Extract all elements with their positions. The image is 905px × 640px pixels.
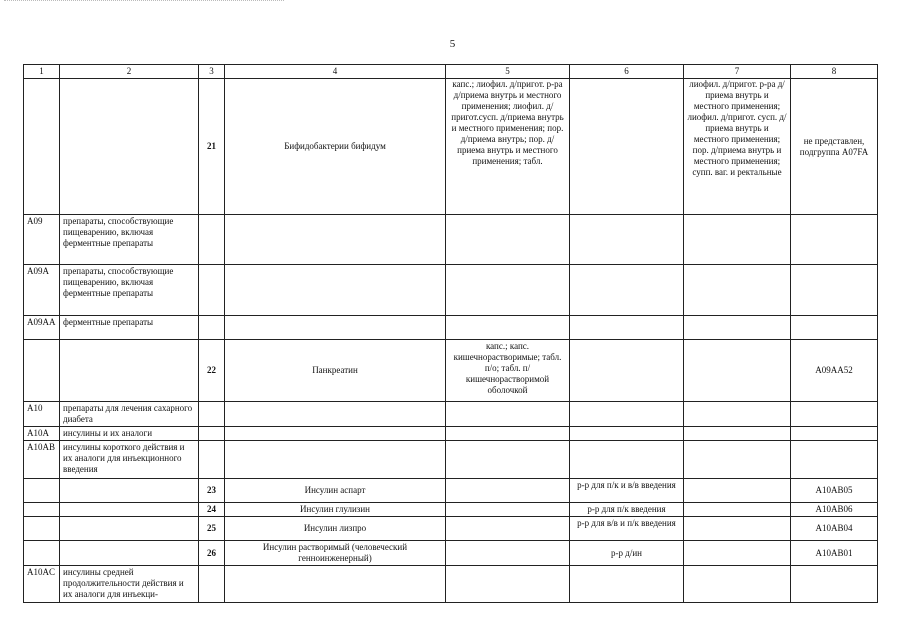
- atc-code-cell: [24, 340, 60, 402]
- atc-result-cell: [791, 441, 878, 479]
- item-number-cell: 26: [199, 541, 225, 566]
- table-row: [24, 517, 878, 541]
- col-header: 8: [791, 65, 878, 79]
- drug-name-cell: Панкреатин: [225, 340, 446, 402]
- atc-code-cell: A10AB: [24, 441, 60, 479]
- page-number: 5: [449, 38, 456, 50]
- drug-list-table: [23, 64, 878, 603]
- atc-result-cell: [791, 265, 878, 316]
- dosage-form-cell-2: р-р для в/в и п/к введения: [570, 517, 684, 541]
- group-name-cell: [60, 503, 199, 517]
- group-name-cell: инсулины средней продолжительности действия и их аналоги для инъекци-: [60, 566, 199, 603]
- atc-code-cell: [24, 79, 60, 215]
- table-row: [24, 427, 878, 441]
- dosage-form-cell: [446, 479, 570, 503]
- drug-name-cell: Инсулин аспарт: [225, 479, 446, 503]
- col-header: 5: [446, 65, 570, 79]
- dosage-form-cell-2: р-р д/ин: [570, 541, 684, 566]
- drug-name-cell: [225, 265, 446, 316]
- group-name-cell: [60, 479, 199, 503]
- atc-result-cell: A10AB06: [791, 503, 878, 517]
- dosage-form-cell-3: [684, 316, 791, 340]
- atc-code-cell: [24, 479, 60, 503]
- group-name-cell: [60, 541, 199, 566]
- item-number-cell: 25: [199, 517, 225, 541]
- item-number-cell: 24: [199, 503, 225, 517]
- dosage-form-cell-3: [684, 517, 791, 541]
- dosage-form-cell: [446, 541, 570, 566]
- atc-code-cell: A10: [24, 402, 60, 427]
- col-header: 2: [60, 65, 199, 79]
- atc-result-cell: [791, 566, 878, 603]
- group-name-cell: [60, 79, 199, 215]
- dosage-form-cell-3: [684, 479, 791, 503]
- drug-name-cell: Инсулин лизпро: [225, 517, 446, 541]
- group-name-cell: препараты для лечения сахарного диабета: [60, 402, 199, 427]
- table-row: [24, 402, 878, 427]
- table-row: [24, 265, 878, 316]
- drug-name-cell: [225, 316, 446, 340]
- dosage-form-cell-3: лиофил. д/пригот. р-ра д/приема внутрь и местного применения; лиофил. д/пригот. сусп. д/приема внутрь и местного применения; пор. д/приема внутрь и местного применения; супп. ваг. и ректальные: [684, 79, 791, 215]
- group-name-cell: [60, 517, 199, 541]
- drug-name-cell: Бифидобактерии бифидум: [225, 79, 446, 215]
- atc-result-cell: A10AB01: [791, 541, 878, 566]
- table-row: [24, 215, 878, 265]
- item-number-cell: [199, 215, 225, 265]
- atc-result-cell: [791, 427, 878, 441]
- scan-edge-line: [4, 0, 284, 2]
- atc-result-cell: A09AA52: [791, 340, 878, 402]
- drug-name-cell: Инсулин глулизин: [225, 503, 446, 517]
- atc-code-cell: A09A: [24, 265, 60, 316]
- dosage-form-cell-2: [570, 316, 684, 340]
- dosage-form-cell: [446, 503, 570, 517]
- item-number-cell: [199, 441, 225, 479]
- group-name-cell: [60, 340, 199, 402]
- atc-code-cell: A10A: [24, 427, 60, 441]
- atc-code-cell: [24, 517, 60, 541]
- dosage-form-cell: [446, 265, 570, 316]
- drug-name-cell: [225, 402, 446, 427]
- table-row: [24, 503, 878, 517]
- item-number-cell: [199, 427, 225, 441]
- atc-result-cell: A10AB04: [791, 517, 878, 541]
- atc-code-cell: [24, 541, 60, 566]
- dosage-form-cell-2: р-р для п/к введения: [570, 503, 684, 517]
- group-name-cell: инсулины и их аналоги: [60, 427, 199, 441]
- dosage-form-cell-3: [684, 503, 791, 517]
- dosage-form-cell-3: [684, 541, 791, 566]
- atc-result-cell: [791, 215, 878, 265]
- dosage-form-cell: [446, 517, 570, 541]
- dosage-form-cell-3: [684, 340, 791, 402]
- drug-name-cell: [225, 427, 446, 441]
- dosage-form-cell-2: [570, 441, 684, 479]
- table-row: [24, 479, 878, 503]
- item-number-cell: 23: [199, 479, 225, 503]
- atc-code-cell: [24, 503, 60, 517]
- group-name-cell: ферментные препараты: [60, 316, 199, 340]
- dosage-form-cell: [446, 316, 570, 340]
- item-number-cell: [199, 265, 225, 316]
- drug-name-cell: [225, 215, 446, 265]
- item-number-cell: 21: [199, 79, 225, 215]
- item-number-cell: [199, 402, 225, 427]
- col-header: 3: [199, 65, 225, 79]
- col-header: 7: [684, 65, 791, 79]
- dosage-form-cell: [446, 441, 570, 479]
- drug-name-cell: [225, 566, 446, 603]
- dosage-form-cell-2: [570, 215, 684, 265]
- dosage-form-cell-2: [570, 79, 684, 215]
- dosage-form-cell: капс.; капс. кишечнорастворимые; табл. п/о; табл. п/кишечнорастворимой оболочкой: [446, 340, 570, 402]
- atc-result-cell: [791, 316, 878, 340]
- item-number-cell: 22: [199, 340, 225, 402]
- dosage-form-cell-2: р-р для п/к и в/в введения: [570, 479, 684, 503]
- atc-code-cell: A10AC: [24, 566, 60, 603]
- dosage-form-cell-2: [570, 402, 684, 427]
- col-header: 4: [225, 65, 446, 79]
- dosage-form-cell-2: [570, 265, 684, 316]
- atc-result-cell: [791, 402, 878, 427]
- item-number-cell: [199, 316, 225, 340]
- atc-code-cell: A09AA: [24, 316, 60, 340]
- dosage-form-cell-3: [684, 441, 791, 479]
- group-name-cell: препараты, способствующие пищеварению, включая ферментные препараты: [60, 265, 199, 316]
- table-row: [24, 566, 878, 603]
- table-row: [24, 441, 878, 479]
- column-number-header: [24, 65, 878, 79]
- dosage-form-cell-3: [684, 402, 791, 427]
- dosage-form-cell-2: [570, 566, 684, 603]
- drug-name-cell: [225, 441, 446, 479]
- item-number-cell: [199, 566, 225, 603]
- group-name-cell: препараты, способствующие пищеварению, включая ферментные препараты: [60, 215, 199, 265]
- dosage-form-cell: [446, 215, 570, 265]
- dosage-form-cell-2: [570, 340, 684, 402]
- atc-code-cell: A09: [24, 215, 60, 265]
- drug-name-cell: Инсулин растворимый (человеческий генноинженерный): [225, 541, 446, 566]
- table-row: [24, 541, 878, 566]
- table-row: [24, 316, 878, 340]
- atc-result-cell: A10AB05: [791, 479, 878, 503]
- dosage-form-cell-3: [684, 427, 791, 441]
- table-row: [24, 340, 878, 402]
- dosage-form-cell-3: [684, 265, 791, 316]
- dosage-form-cell-2: [570, 427, 684, 441]
- col-header: 6: [570, 65, 684, 79]
- col-header: 1: [24, 65, 60, 79]
- atc-result-cell: не представлен, подгруппа A07FA: [791, 79, 878, 215]
- dosage-form-cell: [446, 566, 570, 603]
- dosage-form-cell: [446, 427, 570, 441]
- table-row: [24, 79, 878, 215]
- dosage-form-cell-3: [684, 215, 791, 265]
- dosage-form-cell: капс.; лиофил. д/пригот. р-ра д/приема внутрь и местного применения; лиофил. д/пригот.сусп. д/приема внутрь и местного применения; пор. д/приема внутрь; пор. д/приема внутрь и местного применения; табл.: [446, 79, 570, 215]
- dosage-form-cell-3: [684, 566, 791, 603]
- group-name-cell: инсулины короткого действия и их аналоги для инъекционного введения: [60, 441, 199, 479]
- dosage-form-cell: [446, 402, 570, 427]
